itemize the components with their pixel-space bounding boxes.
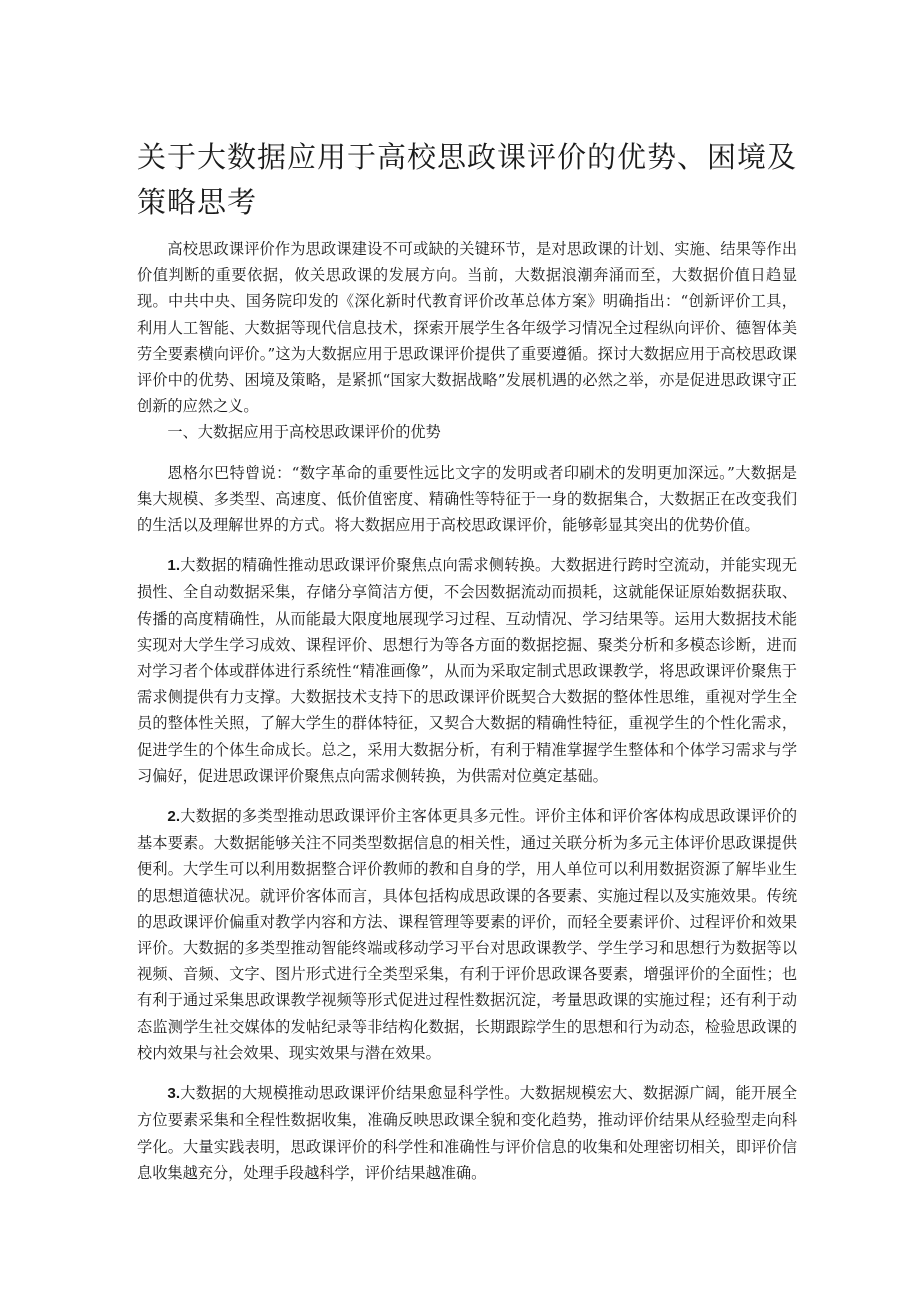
paragraph-intro-text: 高校思政课评价作为思政课建设不可或缺的关键环节，是对思政课的计划、实施、结果等作出价值判断的重要依据，攸关思政课的发展方向。当前，大数据浪潮奔涌而至，大数据价值日趋显现。中共中央、国务院印发的《深化新时代教育评价改革总体方案》明确指出：“创新评价工具，利用人工智能、大数据等现代信息技术，探索开展学生各年级学习情况全过程纵向评价、德智体美劳全要素横向评价。”这为大数据应用于思政课评价提供了重要遵循。探讨大数据应用于高校思政课评价中的优势、困境及策略，是紧抓“国家大数据战略”发展机遇的必然之举，亦是促进思政课守正创新的应然之义。 bbox=[137, 240, 797, 416]
section-heading-1 bbox=[137, 419, 797, 445]
document-body bbox=[137, 236, 797, 1186]
paragraph-point-2 bbox=[137, 803, 797, 1066]
section-heading-1-text: 一、大数据应用于高校思政课评价的优势 bbox=[167, 423, 441, 442]
paragraph-engelbart bbox=[137, 460, 797, 539]
paragraph-point-3 bbox=[137, 1080, 797, 1186]
paragraph-point-1 bbox=[137, 552, 797, 789]
point-1-text: 大数据的精确性推动思政课评价聚焦点向需求侧转换。大数据进行跨时空流动，并能实现无损性、全自动数据采集，存储分享简洁方便，不会因数据流动而损耗，这就能保证原始数据获取、传播的高度精确性，从而能最大限度地展现学习过程、互动情况、学习结果等。运用大数据技术能实现对大学生学习成效、课程评价、思想行为等各方面的数据挖掘、聚类分析和多模态诊断，进而对学习者个体或群体进行系统性“精准画像”，从而为采取定制式思政课教学，将思政课评价聚焦于需求侧提供有力支撑。大数据技术支持下的思政课评价既契合大数据的整体性思维，重视对学生全员的整体性关照，了解大学生的群体特征，又契合大数据的精确性特征，重视学生的个性化需求，促进学生的个体生命成长。总之，采用大数据分析，有利于精准掌握学生整体和个体学习需求与学习偏好，促进思政课评价聚焦点向需求侧转换，为供需对位奠定基础。 bbox=[137, 556, 797, 785]
point-3-number: 3. bbox=[167, 1085, 181, 1103]
point-3-text: 大数据的大规模推动思政课评价结果愈显科学性。大数据规模宏大、数据源广阔，能开展全方位要素采集和全程性数据收集，准确反映思政课全貌和变化趋势，推动评价结果从经验型走向科学化。大量实践表明，思政课评价的科学性和准确性与评价信息的收集和处理密切相关，即评价信息收集越充分，处理手段越科学，评价结果越准确。 bbox=[137, 1084, 797, 1182]
paragraph-engelbart-text: 恩格尔巴特曾说：“数字革命的重要性远比文字的发明或者印刷术的发明更加深远。”大数据是集大规模、多类型、高速度、低价值密度、精确性等特征于一身的数据集合，大数据正在改变我们的生活以及理解世界的方式。将大数据应用于高校思政课评价，能够彰显其突出的优势价值。 bbox=[137, 463, 797, 535]
point-2-text: 大数据的多类型推动思政课评价主客体更具多元性。评价主体和评价客体构成思政课评价的基本要素。大数据能够关注不同类型数据信息的相关性，通过关联分析为多元主体评价思政课提供便利。大学生可以利用数据整合评价教师的教和自身的学，用人单位可以利用数据资源了解毕业生的思想道德状况。就评价客体而言，具体包括构成思政课的各要素、实施过程以及实施效果。传统的思政课评价偏重对教学内容和方法、课程管理等要素的评价，而轻全要素评价、过程评价和效果评价。大数据的多类型推动智能终端或移动学习平台对思政课教学、学生学习和思想行为数据等以视频、音频、文字、图片形式进行全类型采集，有利于评价思政课各要素，增强评价的全面性；也有利于通过采集思政课教学视频等形式促进过程性数据沉淀，考量思政课的实施过程；还有利于动态监测学生社交媒体的发帖纪录等非结构化数据，长期跟踪学生的思想和行为动态，检验思政课的校内效果与社会效果、现实效果与潜在效果。 bbox=[137, 807, 797, 1062]
paragraph-intro bbox=[137, 236, 797, 419]
document-title: 关于大数据应用于高校思政课评价的优势、困境及策略思考 bbox=[137, 140, 798, 219]
point-1-number: 1. bbox=[167, 557, 181, 575]
point-2-number: 2. bbox=[167, 808, 181, 826]
